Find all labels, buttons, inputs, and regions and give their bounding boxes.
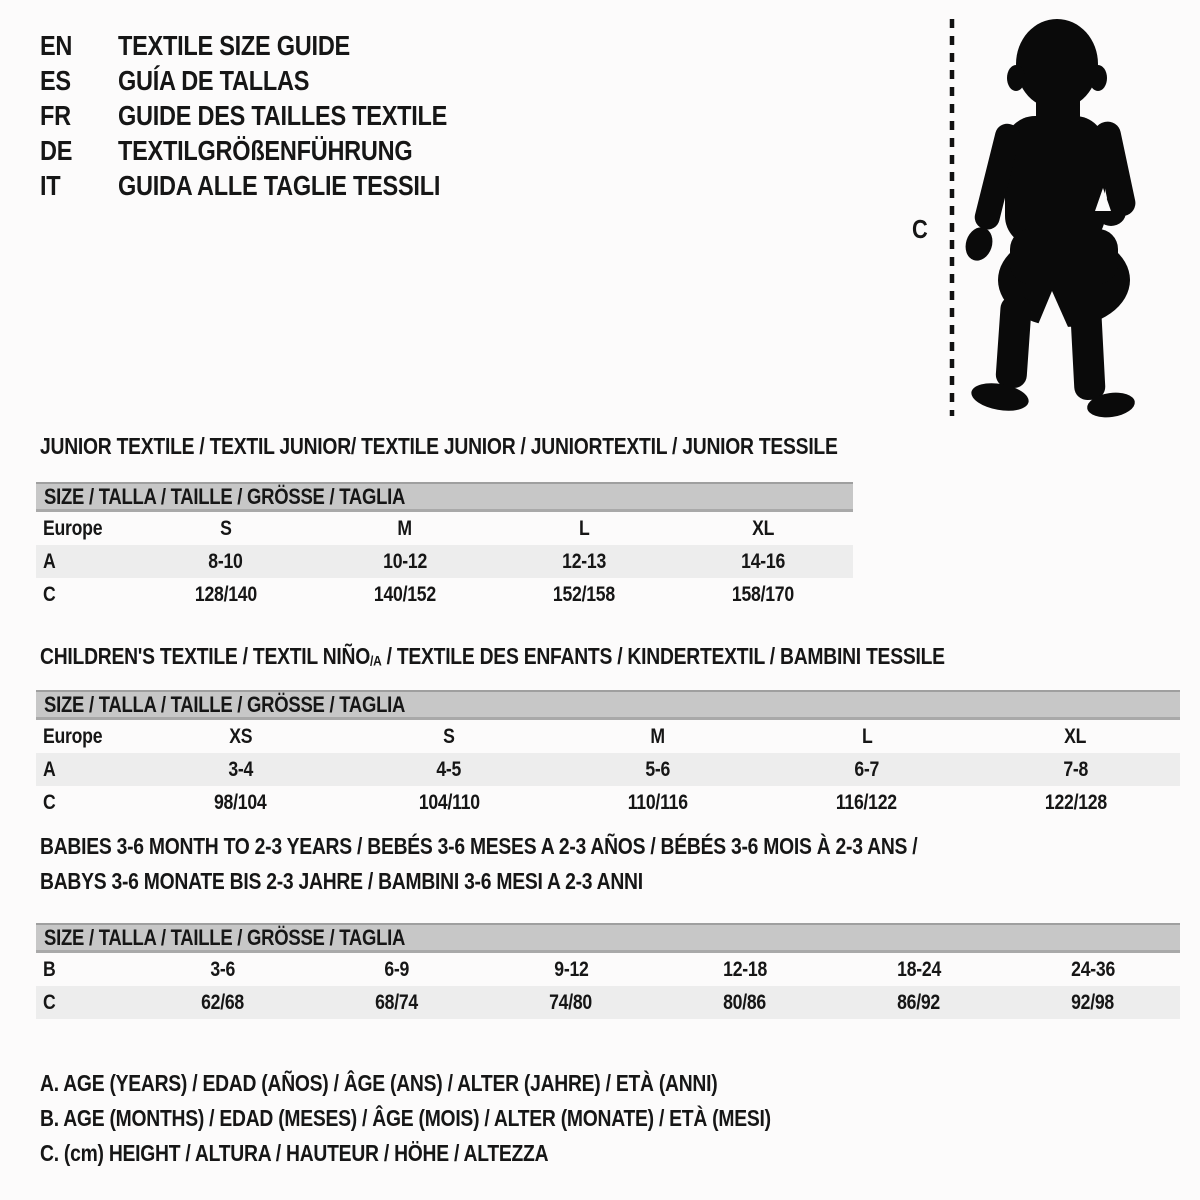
children-size-table [36, 690, 1180, 819]
row-label: C [43, 582, 56, 606]
nino-a-subscript: /A [370, 653, 382, 670]
table-cell: 12-13 [562, 549, 607, 573]
language-label: TEXTILE SIZE GUIDE [118, 30, 350, 61]
table-cell: 9-12 [553, 957, 589, 981]
height-measure-label: C [912, 214, 928, 244]
row-label: Europe [43, 724, 103, 748]
toddler-silhouette [940, 14, 1140, 422]
table-row-height [36, 786, 1180, 819]
size-header-label: SIZE / TALLA / TAILLE / GRÖSSE / TAGLIA [44, 483, 406, 509]
row-label: C [43, 990, 56, 1014]
row-label: A [43, 549, 56, 573]
legend-line-height: C. (cm) HEIGHT / ALTURA / HAUTEUR / HÖHE / ALTEZZA [40, 1140, 549, 1166]
table-cell: 122/128 [1044, 790, 1107, 814]
table-cell: 116/122 [836, 790, 898, 814]
table-row-height [36, 986, 1180, 1019]
table-cell: 12-18 [723, 957, 767, 981]
language-label: GUIDE DES TAILLES TEXTILE [118, 100, 448, 131]
row-label: Europe [43, 516, 103, 540]
table-cell: 140/152 [373, 582, 436, 606]
table-cell: 6-7 [854, 757, 880, 781]
size-header-label: SIZE / TALLA / TAILLE / GRÖSSE / TAGLIA [44, 691, 406, 717]
table-cell: 5-6 [645, 757, 671, 781]
table-cell: 80/86 [723, 990, 767, 1014]
language-code: DE [40, 135, 73, 166]
table-cell: 4-5 [436, 757, 462, 781]
table-cell: S [219, 516, 232, 540]
language-code: IT [40, 170, 61, 201]
language-row-fr [40, 98, 510, 133]
table-cell: L [861, 724, 873, 748]
language-row-it [40, 168, 510, 203]
table-cell: 152/158 [553, 582, 616, 606]
table-cell: 128/140 [194, 582, 257, 606]
children-section-title: CHILDREN'S TEXTILE / TEXTIL NIÑO/A / TEXTILE DES ENFANTS / KINDERTEXTIL / BAMBINI TESSILE [40, 643, 945, 670]
table-cell: 86/92 [897, 990, 941, 1014]
table-cell: 14-16 [741, 549, 786, 573]
table-row-height [36, 578, 853, 611]
legend-line-age-years: A. AGE (YEARS) / EDAD (AÑOS) / ÂGE (ANS) / ALTER (JAHRE) / ETÀ (ANNI) [40, 1070, 718, 1096]
babies-section-title-line2: BABYS 3-6 MONATE BIS 2-3 JAHRE / BAMBINI 3-6 MESI A 2-3 ANNI [40, 868, 643, 894]
table-row-europe [36, 720, 1180, 753]
table-cell: L [578, 516, 590, 540]
table-cell: M [397, 516, 413, 540]
babies-size-table [36, 923, 1180, 1019]
size-header-label: SIZE / TALLA / TAILLE / GRÖSSE / TAGLIA [44, 924, 406, 950]
junior-section-title: JUNIOR TEXTILE / TEXTIL JUNIOR/ TEXTILE JUNIOR / JUNIORTEXTIL / JUNIOR TESSILE [40, 433, 838, 459]
language-list [40, 28, 510, 203]
table-row-age [36, 753, 1180, 786]
language-code: ES [40, 65, 71, 96]
table-cell: 98/104 [214, 790, 267, 814]
language-label: GUÍA DE TALLAS [118, 65, 310, 96]
table-cell: 10-12 [382, 549, 427, 573]
language-row-en [40, 28, 510, 63]
language-label: GUIDA ALLE TAGLIE TESSILI [118, 170, 441, 201]
size-header-bar [36, 923, 1180, 953]
table-cell: 74/80 [549, 990, 593, 1014]
table-row-europe [36, 512, 853, 545]
table-cell: 92/98 [1071, 990, 1115, 1014]
table-cell: 110/116 [627, 790, 689, 814]
table-cell: 24-36 [1071, 957, 1115, 981]
table-cell: XL [752, 516, 775, 540]
row-label: A [43, 757, 56, 781]
table-cell: 68/74 [375, 990, 419, 1014]
table-cell: S [443, 724, 455, 748]
size-header-bar [36, 690, 1180, 720]
language-code: FR [40, 100, 71, 131]
table-cell: 3-6 [210, 957, 236, 981]
table-cell: 62/68 [201, 990, 245, 1014]
row-label: C [43, 790, 56, 814]
language-row-de [40, 133, 510, 168]
table-cell: M [650, 724, 666, 748]
table-cell: 8-10 [208, 549, 243, 573]
table-cell: XL [1064, 724, 1087, 748]
table-cell: 7-8 [1063, 757, 1088, 781]
language-row-es [40, 63, 510, 98]
junior-size-table [36, 482, 853, 611]
row-label: B [43, 957, 56, 981]
table-cell: 18-24 [897, 957, 941, 981]
table-row-months [36, 953, 1180, 986]
table-cell: XS [228, 724, 252, 748]
table-cell: 3-4 [228, 757, 253, 781]
language-code: EN [40, 30, 73, 61]
table-cell: 158/170 [732, 582, 795, 606]
table-row-age [36, 545, 853, 578]
language-label: TEXTILGRÖßENFÜHRUNG [118, 135, 413, 166]
table-cell: 6-9 [384, 957, 410, 981]
table-cell: 104/110 [418, 790, 480, 814]
legend-line-age-months: B. AGE (MONTHS) / EDAD (MESES) / ÂGE (MOIS) / ALTER (MONATE) / ETÀ (MESI) [40, 1105, 771, 1131]
babies-section-title-line1: BABIES 3-6 MONTH TO 2-3 YEARS / BEBÉS 3-6 MESES A 2-3 AÑOS / BÉBÉS 3-6 MOIS À 2-3 ANS / [40, 833, 918, 859]
size-header-bar [36, 482, 853, 512]
